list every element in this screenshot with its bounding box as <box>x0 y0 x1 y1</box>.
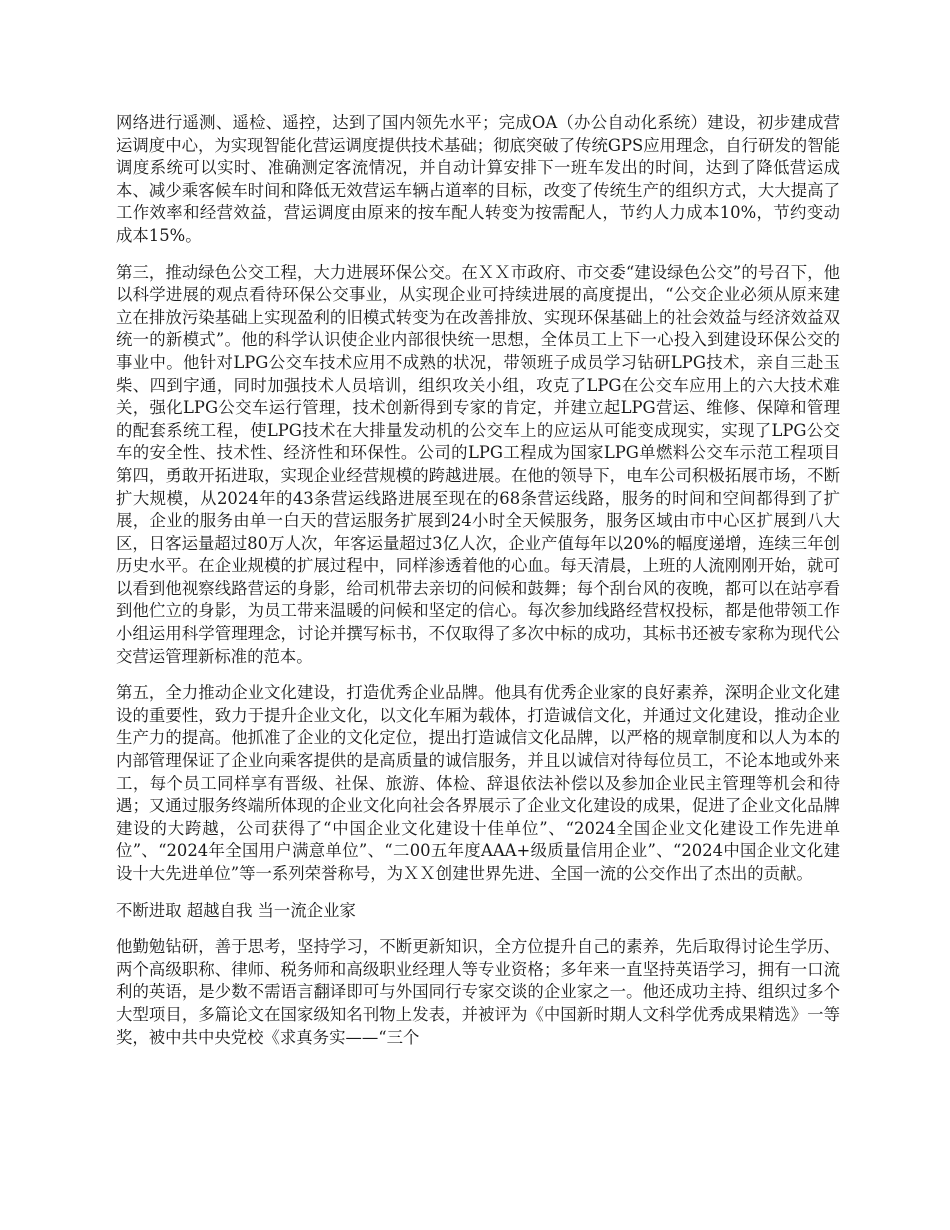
section-heading: 不断进取 超越自我 当一流企业家 <box>116 900 356 920</box>
document-body <box>116 112 840 1063</box>
paragraph-corporate-culture: 第五，全力推动企业文化建设，打造优秀企业品牌。他具有优秀企业家的良好素养，深明企业文化建设的重要性，致力于提升企业文化，以文化车厢为载体，打造诚信文化，并通过文化建设，推动企业生产力的提高。他抓准了企业的文化定位，提出打造诚信文化品牌，以严格的规章制度和以人为本的内部管理保证了企业向乘客提供的是高质量的诚信服务，并且以诚信对待每位员工，不论本地或外来工，每个员工同样享有晋级、社保、旅游、体检、辞退依法补偿以及参加企业民主管理等机会和待遇；又通过服务终端所体现的企业文化向社会各界展示了企业文化建设的成果，促进了企业文化品牌建设的大跨越，公司获得了“中国企业文化建设十佳单位”、“2024全国企业文化建设工作先进单位”、“2024年全国用户满意单位”、“二00五年度AAA+级质量信用企业”、“2024中国企业文化建设十大先进单位”等一系列荣誉称号，为ＸＸ创建世界先进、全国一流的公交作出了杰出的贡献。 <box>116 683 840 883</box>
paragraph-green-transit: 第三，推动绿色公交工程，大力进展环保公交。在ＸＸ市政府、市交委“建设绿色公交”的号召下，他以科学进展的观点看待环保公交事业，从实现企业可持续进展的高度提出，“公交企业必须从原来建立在排放污染基础上实现盈利的旧模式转变为在改善排放、实现环保基础上的社会效益与经济效益双统一的新模式”。他的科学认识使企业内部很快统一思想，全体员工上下一心投入到建设环保公交的事业中。他针对LPG公交车技术应用不成熟的状况，带领班子成员学习钻研LPG技术，亲自三赴玉柴、四到宇通，同时加强技术人员培训，组织攻关小组，攻克了LPG在公交车应用上的六大技术难关，强化LPG公交车运行管理，技术创新得到专家的肯定，并建立起LPG营运、维修、保障和管理的配套系统工程，使LPG技术在大排量发动机的公交车上的应运从可能变成现实，实现了LPG公交车的安全性、技术性、经济性和环保性。公司的LPG工程成为国家LPG单燃料公交车示范工程项目 第四，勇敢开拓进取，实现企业经营规模的跨越进展。在他的领导下，电车公司积极拓展市场，不断扩大规模，从2024年的43条营运线路进展至现在的68条营运线路，服务的时间和空间都得到了扩展，企业的服务由单一白天的营运服务扩展到24小时全天候服务，服务区域由市中心区扩展到八大区，日客运量超过80万人次，年客运量超过3亿人次，企业产值每年以20%的幅度递增，连续三年创历史水平。在企业规模的扩展过程中，同样渗透着他的心血。每天清晨，上班的人流刚刚开始，就可以看到他视察线路营运的身影，给司机带去亲切的问候和鼓舞；每个刮台风的夜晚，都可以在站亭看到他伫立的身影，为员工带来温暖的问候和坚定的信心。每次参加线路经营权投标，都是他带领工作小组运用科学管理理念，讨论并撰写标书，不仅取得了多次中标的成功，其标书还被专家称为现代公交营运管理新标准的范本。 <box>116 262 840 666</box>
paragraph-dispatch-system: 网络进行遥测、遥检、遥控，达到了国内领先水平；完成OA（办公自动化系统）建设，初步建成营运调度中心，为实现智能化营运调度提供技术基础；彻底突破了传统GPS应用理念，自行研发的智能调度系统可以实时、准确测定客流情况，并自动计算安排下一班车发出的时间，达到了降低营运成本、减少乘客候车时间和降低无效营运车辆占道率的目标，改变了传统生产的组织方式，大大提高了工作效率和经营效益，营运调度由原来的按车配人转变为按需配人，节约人力成本10%，节约变动成本15%。 <box>116 113 840 245</box>
paragraph-self-improvement: 他勤勉钻研，善于思考，坚持学习，不断更新知识，全方位提升自己的素养，先后取得讨论生学历、两个高级职称、律师、税务师和高级职业经理人等专业资格；多年来一直坚持英语学习，拥有一口流利的英语，是少数不需语言翻译即可与外国同行专家交谈的企业家之一。他还成功主持、组织过多个大型项目，多篇论文在国家级知名刊物上发表，并被评为《中国新时期人文科学优秀成果精选》一等奖，被中共中央党校《求真务实——“三个 <box>116 937 840 1047</box>
